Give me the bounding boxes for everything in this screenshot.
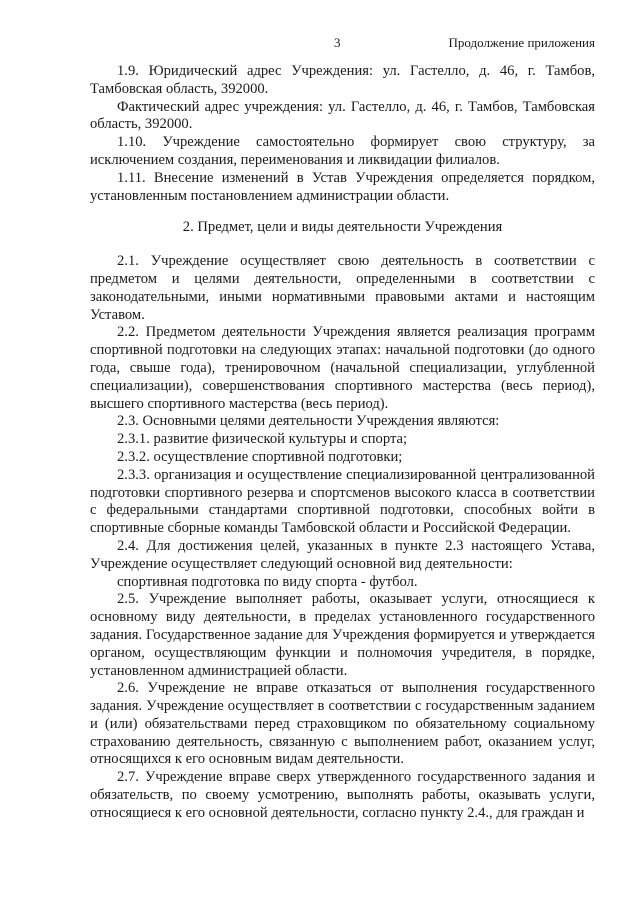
paragraph-2-6: 2.6. Учреждение не вправе отказаться от выполнения государственного задания. Учреждение осуществляет в соответствии с государственным заданием и (или) обязательствами перед страховщиком по обязательному социальному страхованию деятельность, связанную с выполнением работ, оказанием услуг, относящихся к его основным видам деятельности. [90,680,595,768]
continuation-label: Продолжение приложения [448,35,595,50]
paragraph-2-7: 2.7. Учреждение вправе сверх утвержденного государственного задания и обязательств, по своему усмотрению, выполнять работы, оказывать услуги, относящиеся к его основной деятельности, согласно пункту 2.4., для граждан и [90,769,595,821]
document-body [90,63,595,823]
paragraph-2-2: 2.2. Предметом деятельности Учреждения является реализация программ спортивной подготовки на следующих этапах: начальной подготовки (до одного года, свыше года), тренировочном (начальной специализации, углубленной специализации), совершенствования спортивного мастерства (весь период), высшего спортивного мастерства (весь период). [90,324,595,412]
page-number: 3 [334,35,341,50]
paragraph-2-4-activity: спортивная подготовка по виду спорта - футбол. [117,573,418,590]
paragraph-2-3-1: 2.3.1. развитие физической культуры и спорта; [117,431,408,448]
paragraph-2-3: 2.3. Основными целями деятельности Учреждения являются: [117,413,500,430]
paragraph-1-9: 1.9. Юридический адрес Учреждения: ул. Гастелло, д. 46, г. Тамбов, Тамбовская область, 392000. [90,63,595,97]
paragraph-1-11: 1.11. Внесение изменений в Устав Учреждения определяется порядком, установленным постановлением администрации области. [90,169,595,204]
paragraph-2-4: 2.4. Для достижения целей, указанных в пункте 2.3 настоящего Устава, Учреждение осуществляет следующий основной вид деятельности: [90,537,595,572]
paragraph-2-3-2: 2.3.2. осуществление спортивной подготовки; [117,448,403,465]
paragraph-2-1: 2.1. Учреждение осуществляет свою деятельность в соответствии с предметом и целями деятельности, определенными в соответствии с законодательными, иными нормативными правовыми актами и настоящим Уставом. [90,253,595,323]
paragraph-1-10: 1.10. Учреждение самостоятельно формирует свою структуру, за исключением создания, переименования и ликвидации филиалов. [90,134,595,168]
section-2-heading: 2. Предмет, цели и виды деятельности Учреждения [182,219,503,236]
paragraph-2-3-3: 2.3.3. организация и осуществление специализированной централизованной подготовки спортивного резерва и спортсменов высокого класса в соответствии с федеральными стандартами спортивной подготовки, способных войти в спортивные сборные команды Тамбовской области и Российской Федерации. [90,466,595,537]
page-header [0,35,640,53]
paragraph-2-5: 2.5. Учреждение выполняет работы, оказывает услуги, относящиеся к основному виду деятельности, в пределах установленного государственного задания. Государственное задание для Учреждения формируется и утверждается органом, осуществляющим функции и полномочия учредителя, в порядке, установленном администрацией области. [90,591,595,679]
paragraph-1-9-actual-address: Фактический адрес учреждения: ул. Гастелло, д. 46, г. Тамбов, Тамбовская область, 392000. [90,98,595,133]
